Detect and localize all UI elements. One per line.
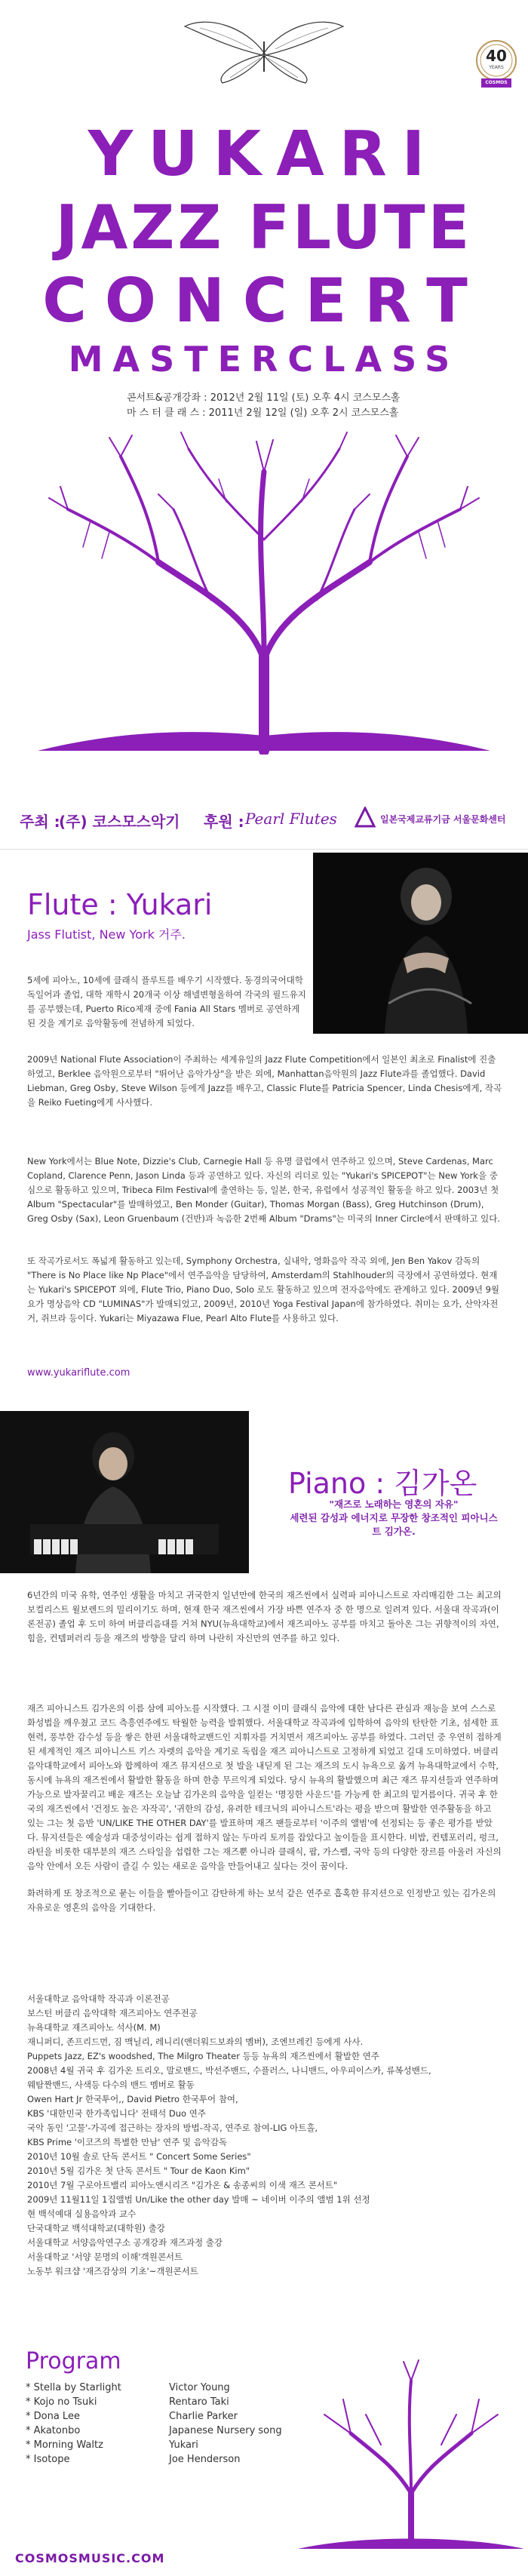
host-name: (주) 코스모스악기 <box>59 813 180 831</box>
program-composer: Japanese Nursery song <box>169 2425 282 2436</box>
program-composer: Victor Young <box>169 2382 230 2393</box>
flute-website-link[interactable]: www.yukariflute.com <box>27 1367 130 1379</box>
program-song: * Akatonbo <box>26 2425 81 2436</box>
bio-item: 서울대학교 '서양 문명의 이해'객원콘서트 <box>27 2252 183 2262</box>
piano-quote-line: 세련된 감성과 에너지로 무장한 창조적인 피아니스트 김가온. <box>290 1512 498 1537</box>
bio-item: 2010년 7월 구로아트밸리 피아노앤시리즈 "김가온 & 송종씨의 이색 재즈 콘서트" <box>27 2180 338 2190</box>
schedule-masterclass: 마 스 터 클 래 스 : 2011년 2월 12일 (일) 오후 2시 코스모스홀 <box>127 407 399 419</box>
bio-item: KBS Prime '이코즈의 특별한 만남' 연주 및 음악감독 <box>27 2137 228 2147</box>
program-item <box>26 2409 282 2424</box>
piano-paragraph: 재즈 피아니스트 김가온의 이름 삼에 피아노를 시작했다. 그 시절 이미 클래식 음악에 대한 남다른 관심과 재능을 보여 스스로 화성법을 깨우쳤고 코드 측흥연주에도 탁월한 능력을 발휘했다. 서울대학교 작곡과에 입학하여 음악의 탄탄한 기초, 섬세한 표현력, 풍부한 감수성 등을 쌓은 한편 서울대학교밴드인 지휘자를 거치면서 재즈피아노 공부를 하였다. 그러던 중 우연히 접하게 된 세계적인 재즈 피아니스트 키스 자렛의 음악을 계기로 독립을 재즈 피아니스트로 고정하게 되었고 길대 도미하였다. 버클리음악대학교에서 피아노와 합께하여 재즈 뮤지션으로 첫 발을 내딛게 된 그는 재즈의 도시 뉴욕으로 옮겨 뉴욕대학교에서 수학, 동시에 뉴욕의 재즈씬에서 활발한 활동을 하며 한층 무르익게 되었다. 당시 뉴욕의 활발했으며 최근 재즈 뮤지션들과 연주하며 가능으로 발자꿀리고 배운 재즈는 오늘날 김가온의 음악을 일컫는 '명징한 사운드'를 가능케 한 최고의 밑거름이다. 귀국 후 한국의 재즈씬에서 '건정도 높은 자작곡', '귀한의 감성, 유려한 테크닉의 피아니스트'라는 평을 받으며 활발한 연주활동을 하고 있는 그는 첫 음반 'UN/LIKE THE OTHER DAY'를 발표하며 재즈 팬들로부터 '이주의 앨범'에 선정되는 등 좋은 평가를 받았다. 뮤지션들은 예술성과 대중성이라는 쉽게 접하지 않는 두마리 토끼를 잡았다고 높이들을 표시한다. 비밥, 컨템포러리, 펑크, 라틴을 비롯한 대부분의 재즈 스타일을 섭렵한 그는 재즈뿐 아니라 클래식, 팝, 가스펠, 국악 등의 다양한 장르를 아울러 자신의 음악 안에서 오든 사람이 즐길 수 있는 새로운 음악을 만들어내고 싶다는 것이 꿈이다. <box>27 1703 502 1871</box>
sponsor-name: Pearl Flutes <box>245 810 337 828</box>
program-song: * Kojo no Tsuki <box>26 2396 97 2408</box>
program-item <box>26 2381 282 2395</box>
program-composer: Joe Henderson <box>169 2454 241 2465</box>
bio-item: KBS '대한민국 한가족입니다' 전태석 Duo 연주 <box>27 2108 206 2119</box>
bio-item: 국악 동인 '고물'-가곡에 접근하는 장자의 방법-작곡, 연주로 참여-LIG 아트홀, <box>27 2123 318 2133</box>
program-item <box>26 2424 282 2438</box>
host-label: 주최 : <box>20 813 60 831</box>
bio-item: 2010년 10월 솔로 단독 콘서트 " Concert Some Series" <box>27 2151 251 2162</box>
flute-subtitle: Jass Flutist, New York 거주. <box>27 927 186 942</box>
schedule <box>127 391 401 421</box>
piano-quote <box>288 1498 499 1539</box>
anniversary-badge <box>475 39 517 89</box>
footer-brand-link[interactable]: COSMOSMUSIC.COM <box>15 2551 165 2565</box>
program-item <box>26 2452 282 2467</box>
butterfly-illustration <box>177 11 351 87</box>
foundation-name: 일본국제교류기금 서울문화센터 <box>380 814 506 825</box>
foundation-logo-icon <box>355 807 376 828</box>
program-song: * Dona Lee <box>26 2411 80 2422</box>
bio-item: 재니퍼디, 존프리드먼, 짐 맥닐리, 레니리(앤더워드보좌의 멤버), 조엔브레킨 등에게 사사. <box>27 2037 364 2047</box>
tree-illustration-small <box>298 2354 524 2550</box>
bio-item: 단국대학교 백석대학교(대학원) 출강 <box>27 2223 165 2233</box>
title-line-1: YUKARI <box>87 118 441 190</box>
sponsor-label: 후원 : <box>204 813 244 831</box>
bio-item: 2010년 5월 김가온 첫 단독 콘서트 " Tour de Kaon Kim" <box>27 2166 250 2176</box>
program-composer: Yukari <box>169 2439 198 2451</box>
bio-item: 웨탐짠밴드, 사색등 다수의 밴드 멤버로 활동 <box>27 2080 195 2090</box>
flutist-photo <box>313 853 528 1034</box>
badge-years: YEARS <box>489 65 504 70</box>
program-composer: Charlie Parker <box>169 2411 238 2422</box>
bio-item: 현 백석예대 실용음악과 교수 <box>27 2209 137 2219</box>
program-list <box>26 2381 282 2467</box>
title-line-2: JAZZ FLUTE <box>55 192 473 263</box>
program-song: * Isotope <box>26 2454 70 2465</box>
section-divider <box>0 849 528 850</box>
bio-item: Owen Hart Jr 한국투어,, David Pietro 한국투어 참여, <box>27 2094 238 2104</box>
flute-paragraph: 5세에 피아노, 10세에 클래식 플루트를 배우기 시작했다. 동경의국어대학 독일어과 졸업, 대학 재학시 20개국 이상 해넬변형올하여 각국의 필드유지를 공부했는데, Puerto Rico제재 중에 Fania All Stars 멤버로 공연하게 된 것을 계기로 음악활동에 전념하게 되었다. <box>27 975 306 1028</box>
flute-paragraph: 또 작곡가로서도 폭넓게 활동하고 있는데, Symphony Orchestra, 실내악, 영화음악 작곡 외에, Jen Ben Yakov 감독의 "There is No Place like Np Place"에서 연주음악을 담당하여, Amsterdam의 Stahlhouder의 극장에서 공연하였다. 현재는 Yukari's SPICEPOT 외에, Flute Trio, Piano Duo, Solo 로도 활동하고 있으며 전자음악에도 관계하고 있다. 2009년 9월 요가 명상음악 CD "LUMINAS"가 발매되었고, 2009년, 2010년 Yoga Festival Japan에 참가하였다. 취미는 요가, 산악자전거, 쥐브라 등이다. Yukari는 Miyazawa Flue, Pearl Alto Flute를 사용하고 있다. <box>27 1256 500 1323</box>
piano-bio-list <box>27 1992 502 2279</box>
bio-item: 2008년 4월 귀국 후 김가온 트리오, 말로밴드, 박선주밴드, 수플러스, 나니밴드, 아우피이스카, 류복성밴드, <box>27 2065 431 2076</box>
flute-paragraph: New York에서는 Blue Note, Dizzie's Club, Carnegie Hall 등 유명 클럽에서 연주하고 있으며, Steve Cardenas, Marc Copland, Clarence Penn, Jason Linda 등과 공연하고 있다. 자신의 리더로 있는 "Yukari's SPICEPOT"는 New York을 중심으로 활동하고 있으며, Tribeca Film Festival에 출연하는 등, 일본, 한국, 유럽에서 성공적인 활동을 하고 있다. 2003년 첫 Album "Spectacular"를 발매하였고, Ben Monder (Guitar), Thomas Morgan (Bass), Greg Hutchinson (Drum), Greg Osby (Sax), Leon Gruenbaum (건반)과 녹음한 2번째 Album "Drams"는 미국의 Inner Circle에서 판매하고 있다. <box>27 1156 501 1224</box>
piano-paragraph: 화려하게 또 창조적으로 묻는 이들을 빨아들이고 감탄하게 하는 보석 같은 연주로 흡혹한 뮤지션으로 인정받고 있는 김가온의 자유로운 영혼의 음악을 기대한다. <box>27 1888 496 1913</box>
bio-item: 서울대학교 서양음악연구소 공개강좌 재즈과정 출강 <box>27 2237 223 2248</box>
bio-item: 뉴욕대학교 재즈피아노 석사(M. M) <box>27 2022 161 2033</box>
program-song: * Morning Waltz <box>26 2439 103 2451</box>
schedule-concert: 콘서트&공개강좌 : 2012년 2월 11일 (토) 오후 4시 코스모스홀 <box>127 392 401 404</box>
program-item <box>26 2438 282 2452</box>
flute-title: Flute : Yukari <box>27 888 213 921</box>
badge-number: 40 <box>486 47 507 65</box>
title-line-4: MASTERCLASS <box>68 339 460 380</box>
title-line-3: CONCERT <box>42 266 486 336</box>
sponsor-row <box>0 802 528 835</box>
flute-paragraph: 2009년 National Flute Association이 주최하는 세계유일의 Jazz Flute Competition에서 일본인 최초로 Finalist에 진출하였고, Berklee 음악원으로부터 "뛰어난 음악가상"을 받은 외에, Manhattan음악원의 Jazz Flute과를 졸업했다. David Liebman, Greg Osby, Steve Wilson 등에게 Jazz를 배우고, Classic Flute를 Patricia Spencer, Linda Chesis에게, 작곡을 Reiko Fueting에게 사사했다. <box>27 1054 502 1108</box>
program-item <box>26 2395 282 2409</box>
bio-item: 서울대학교 음악대학 작곡과 이론전공 <box>27 1993 170 2004</box>
program-composer: Rentaro Taki <box>169 2396 229 2408</box>
bio-item: Puppets Jazz, EZ's woodshed, The Milgro Theater 등등 뉴욕의 재즈씬에서 활발한 연주 <box>27 2051 379 2061</box>
piano-title: Piano : 김가온 <box>288 1467 477 1500</box>
program-title: Program <box>26 2348 121 2375</box>
piano-quote-line: "재즈로 노래하는 영혼의 자유" <box>329 1499 459 1510</box>
piano-paragraph: 6년간의 미국 유학, 연주인 생활을 마치고 귀국한지 일년만에 한국의 재즈씬에서 실력파 피아니스트로 자리매김한 그는 최고의 보컬리스트 윌보렌드의 밀리이기도 하며, 현재 한국 재즈씬에서 가장 바쁜 연주자 중 한 명으로 일려져 있다. 서울대 작곡과(이론전공) 졸업 후 도미 하여 버클리음대를 거쳐 NYU(뉴욕대학교)에서 재즈피아노 공부를 마치고 돌아온 그는 귀향적이의 자연, 힘을, 컨템퍼러리 등을 재즈의 방향을 달리 하며 나란히 자신만의 연주를 하고 있다. <box>27 1590 502 1643</box>
bio-item: 2009년 11월11일 1집앨범 Un/Like the other day 발매 ~ 네이버 이주의 앨범 1위 선정 <box>27 2194 370 2205</box>
bio-item: 노동부 워크샵 '재즈감상의 기초'~객원콘서트 <box>27 2266 198 2276</box>
badge-brand: COSMOS <box>485 80 508 85</box>
program-song: * Stella by Starlight <box>26 2382 121 2393</box>
tree-illustration <box>38 426 490 755</box>
bio-item: 보스턴 버클리 음악대학 재즈피아노 연주전공 <box>27 2008 198 2018</box>
pianist-photo <box>0 1411 249 1573</box>
